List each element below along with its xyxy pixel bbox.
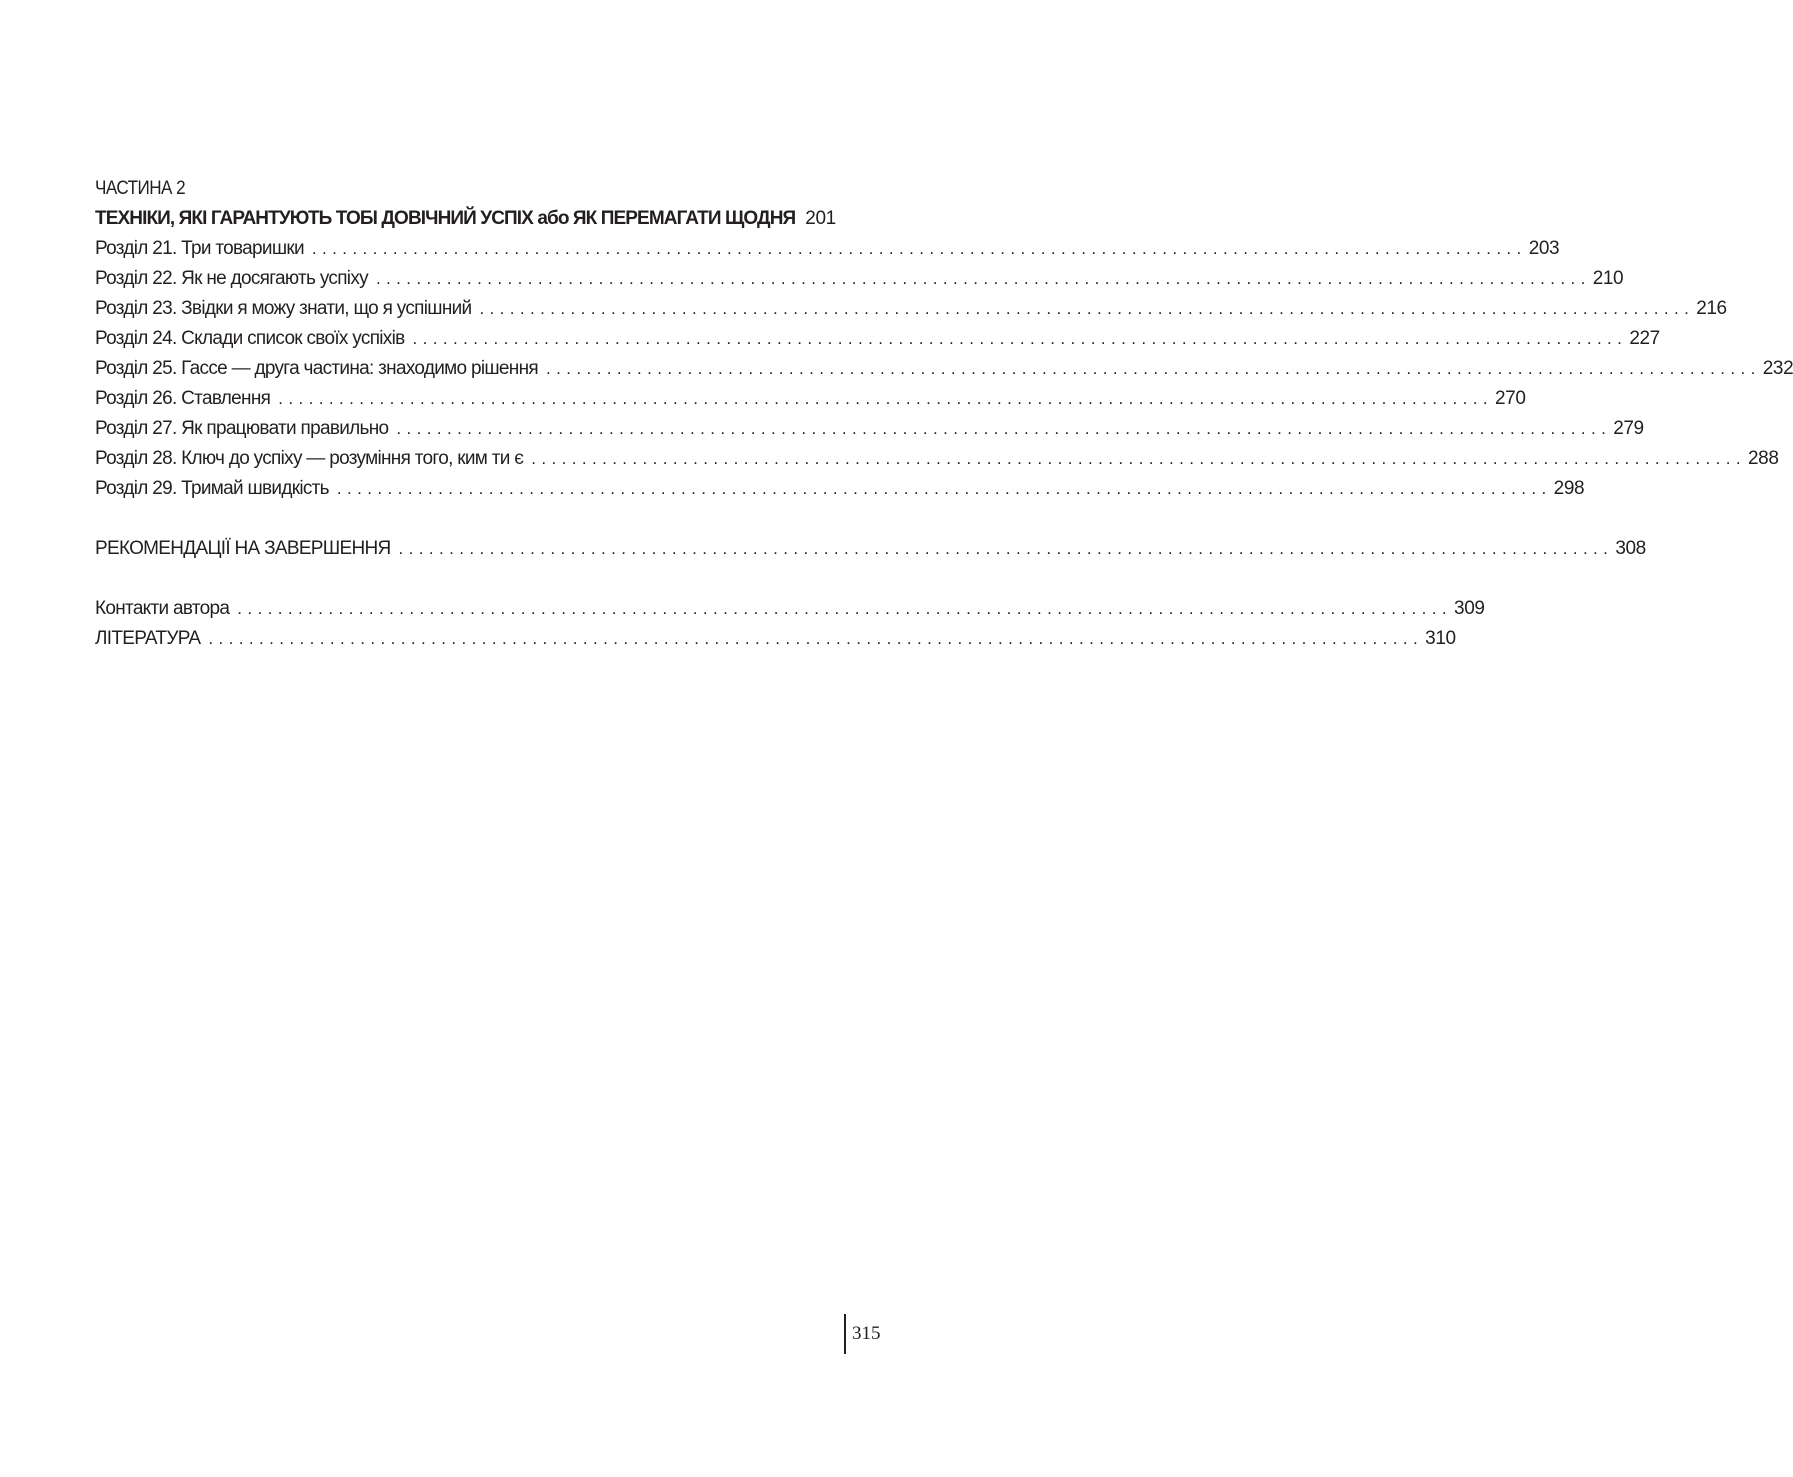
entry-page: 203 [1528,238,1560,259]
dot-leader: ........................................................................................................................ [375,269,1591,288]
entry-page: 210 [1592,268,1624,289]
dot-leader: ........................................................................................................................ [531,449,1746,468]
toc-entry-contacts [95,594,1485,624]
dot-leader: ........................................................................................................................ [398,539,1614,558]
entry-page: 279 [1613,418,1644,439]
entry-page: 232 [1762,358,1793,379]
entry-title: ТЕХНІКИ, ЯКІ ГАРАНТУЮТЬ ТОБІ ДОВІЧНИЙ УСПІХ або ЯК ПЕРЕМАГАТИ ЩОДНЯ [95,208,796,229]
entry-page: 288 [1747,448,1779,469]
entry-page: 227 [1629,328,1660,349]
page-number: 315 [844,1314,881,1354]
entry-title: Розділ 29. Тримай швидкість [95,478,329,499]
toc-entry-chapter-23 [95,294,1727,324]
dot-leader: ........................................................................................................................ [336,479,1552,498]
entry-page: 309 [1454,598,1485,619]
entry-title: Розділ 26. Ставлення [95,388,271,409]
entry-title: Розділ 28. Ключ до успіху — розуміння того, ким ти є [95,448,524,469]
toc-entry-literature [95,624,1456,654]
toc-entry-recommendations [95,534,1646,564]
entry-title: РЕКОМЕНДАЦІЇ НА ЗАВЕРШЕННЯ [95,538,391,559]
spacer [95,564,831,594]
entry-title: Розділ 22. Як не досягають успіху [95,268,368,289]
entry-title: ЛІТЕРАТУРА [95,628,201,649]
entry-page: 216 [1696,298,1727,319]
dot-leader: ........................................................................................................................ [278,389,1493,408]
entry-title: Контакти автора [95,598,230,619]
entry-page: 270 [1495,388,1526,409]
table-of-contents [95,174,1793,654]
dot-leader: ........................................................................................................................ [479,299,1695,318]
entry-title: Розділ 24. Склади список своїх успіхів [95,328,405,349]
dot-leader: ........................................................................................................................ [311,239,1527,258]
entry-page: 308 [1615,538,1646,559]
dot-leader: ........................................................................................................................ [545,359,1761,378]
entry-page: 310 [1425,628,1456,649]
entry-page: 201 [805,208,836,229]
entry-title: Розділ 23. Звідки я можу знати, що я успішний [95,298,472,319]
spacer [95,504,831,534]
dot-leader: ........................................................................................................................ [237,599,1453,618]
toc-entry-part-title [95,204,836,234]
toc-entry-chapter-21 [95,234,1560,264]
toc-entry-chapter-27 [95,414,1644,444]
toc-entry-chapter-29 [95,474,1585,504]
entry-title: Розділ 27. Як працювати правильно [95,418,389,439]
toc-entry-chapter-26 [95,384,1526,414]
toc-entry-chapter-24 [95,324,1660,354]
entry-page: 298 [1553,478,1585,499]
entry-title: Розділ 21. Три товаришки [95,238,304,259]
toc-entry-chapter-28 [95,444,1779,474]
entry-title: Розділ 25. Гассе — друга частина: знаходимо рішення [95,358,538,379]
dot-leader: ........................................................................................................................ [396,419,1612,438]
dot-leader: ........................................................................................................................ [208,629,1424,648]
toc-entry-chapter-22 [95,264,1624,294]
dot-leader: ........................................................................................................................ [412,329,1628,348]
toc-entry-chapter-25 [95,354,1793,384]
part-label: ЧАСТИНА 2 [95,178,186,199]
